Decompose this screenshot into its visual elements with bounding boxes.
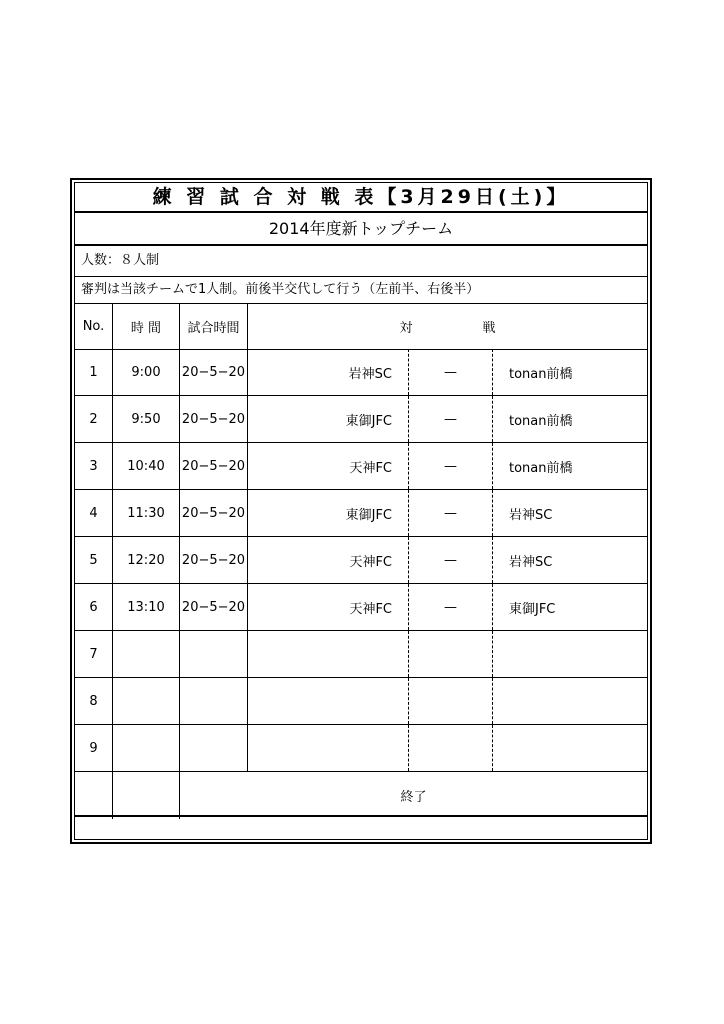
match-no: 8 <box>75 678 113 724</box>
versus-dash: — <box>409 443 493 489</box>
table-row <box>75 443 647 490</box>
versus-dash: — <box>409 349 493 395</box>
match-time: 11:30 <box>113 490 180 536</box>
end-no-cell <box>75 772 113 819</box>
match-no: 6 <box>75 584 113 630</box>
header-no: No. <box>75 304 113 349</box>
match-no: 9 <box>75 725 113 771</box>
home-team: 東御JFC <box>248 396 409 442</box>
away-team <box>493 725 647 771</box>
match-duration <box>180 725 248 771</box>
versus-dash: — <box>409 490 493 536</box>
match-time: 10:40 <box>113 443 180 489</box>
table-row <box>75 631 647 678</box>
players-info: 人数：８人制 <box>75 246 647 277</box>
away-team <box>493 678 647 724</box>
match-duration <box>180 678 248 724</box>
home-team <box>248 678 409 724</box>
versus-dash: — <box>409 584 493 630</box>
away-team: 東御JFC <box>509 601 556 617</box>
match-time <box>113 725 180 771</box>
match-time <box>113 678 180 724</box>
end-label: 終了 <box>400 790 427 805</box>
table-row <box>75 490 647 537</box>
match-time: 12:20 <box>113 537 180 583</box>
away-team: 岩神SC <box>509 554 553 570</box>
match-duration: 20−5−20 <box>180 537 248 583</box>
home-team: 東御JFC <box>248 490 409 536</box>
end-row <box>75 772 647 819</box>
match-time: 13:10 <box>113 584 180 630</box>
team-subtitle: 2014年度新トップチーム <box>75 213 647 246</box>
table-row <box>75 584 647 631</box>
match-duration <box>180 631 248 677</box>
table-row <box>75 349 647 396</box>
versus-dash: — <box>409 396 493 442</box>
home-team <box>248 725 409 771</box>
match-duration: 20−5−20 <box>180 490 248 536</box>
match-no: 1 <box>75 349 113 395</box>
match-no: 7 <box>75 631 113 677</box>
header-time: 時 間 <box>113 304 180 349</box>
match-no: 2 <box>75 396 113 442</box>
match-duration: 20−5−20 <box>180 443 248 489</box>
match-duration: 20−5−20 <box>180 396 248 442</box>
table-row <box>75 537 647 584</box>
match-time: 9:50 <box>113 396 180 442</box>
table-row <box>75 396 647 443</box>
match-time: 9:00 <box>113 349 180 395</box>
home-team: 天神FC <box>248 443 409 489</box>
header-match-right: 戦 <box>482 321 496 336</box>
away-team: 岩神SC <box>509 507 553 523</box>
match-no: 3 <box>75 443 113 489</box>
match-no: 5 <box>75 537 113 583</box>
table-row <box>75 725 647 772</box>
header-match-left: 対 <box>399 321 413 336</box>
away-team: tonan前橋 <box>509 366 573 382</box>
versus-dash <box>409 678 493 724</box>
match-grid <box>75 304 647 822</box>
match-duration: 20−5−20 <box>180 584 248 630</box>
document-title: 練 習 試 合 対 戦 表【3月29日(土)】 <box>75 183 647 213</box>
home-team <box>248 631 409 677</box>
header-duration: 試合時間 <box>180 304 248 349</box>
table-row <box>75 678 647 725</box>
versus-dash <box>409 725 493 771</box>
away-team: tonan前橋 <box>509 413 573 429</box>
home-team: 岩神SC <box>248 349 409 395</box>
away-team: tonan前橋 <box>509 460 573 476</box>
header-match <box>248 304 647 349</box>
header-row <box>75 304 647 350</box>
referee-info: 審判は当該チームで1人制。前後半交代して行う（左前半、右後半） <box>75 277 647 304</box>
match-duration: 20−5−20 <box>180 349 248 395</box>
versus-dash: — <box>409 537 493 583</box>
home-team: 天神FC <box>248 537 409 583</box>
versus-dash <box>409 631 493 677</box>
footer-row <box>75 815 647 839</box>
match-time <box>113 631 180 677</box>
end-time-cell <box>113 772 180 819</box>
away-team <box>493 631 647 677</box>
schedule-sheet <box>70 178 652 844</box>
home-team: 天神FC <box>248 584 409 630</box>
schedule-table <box>74 182 648 840</box>
match-no: 4 <box>75 490 113 536</box>
